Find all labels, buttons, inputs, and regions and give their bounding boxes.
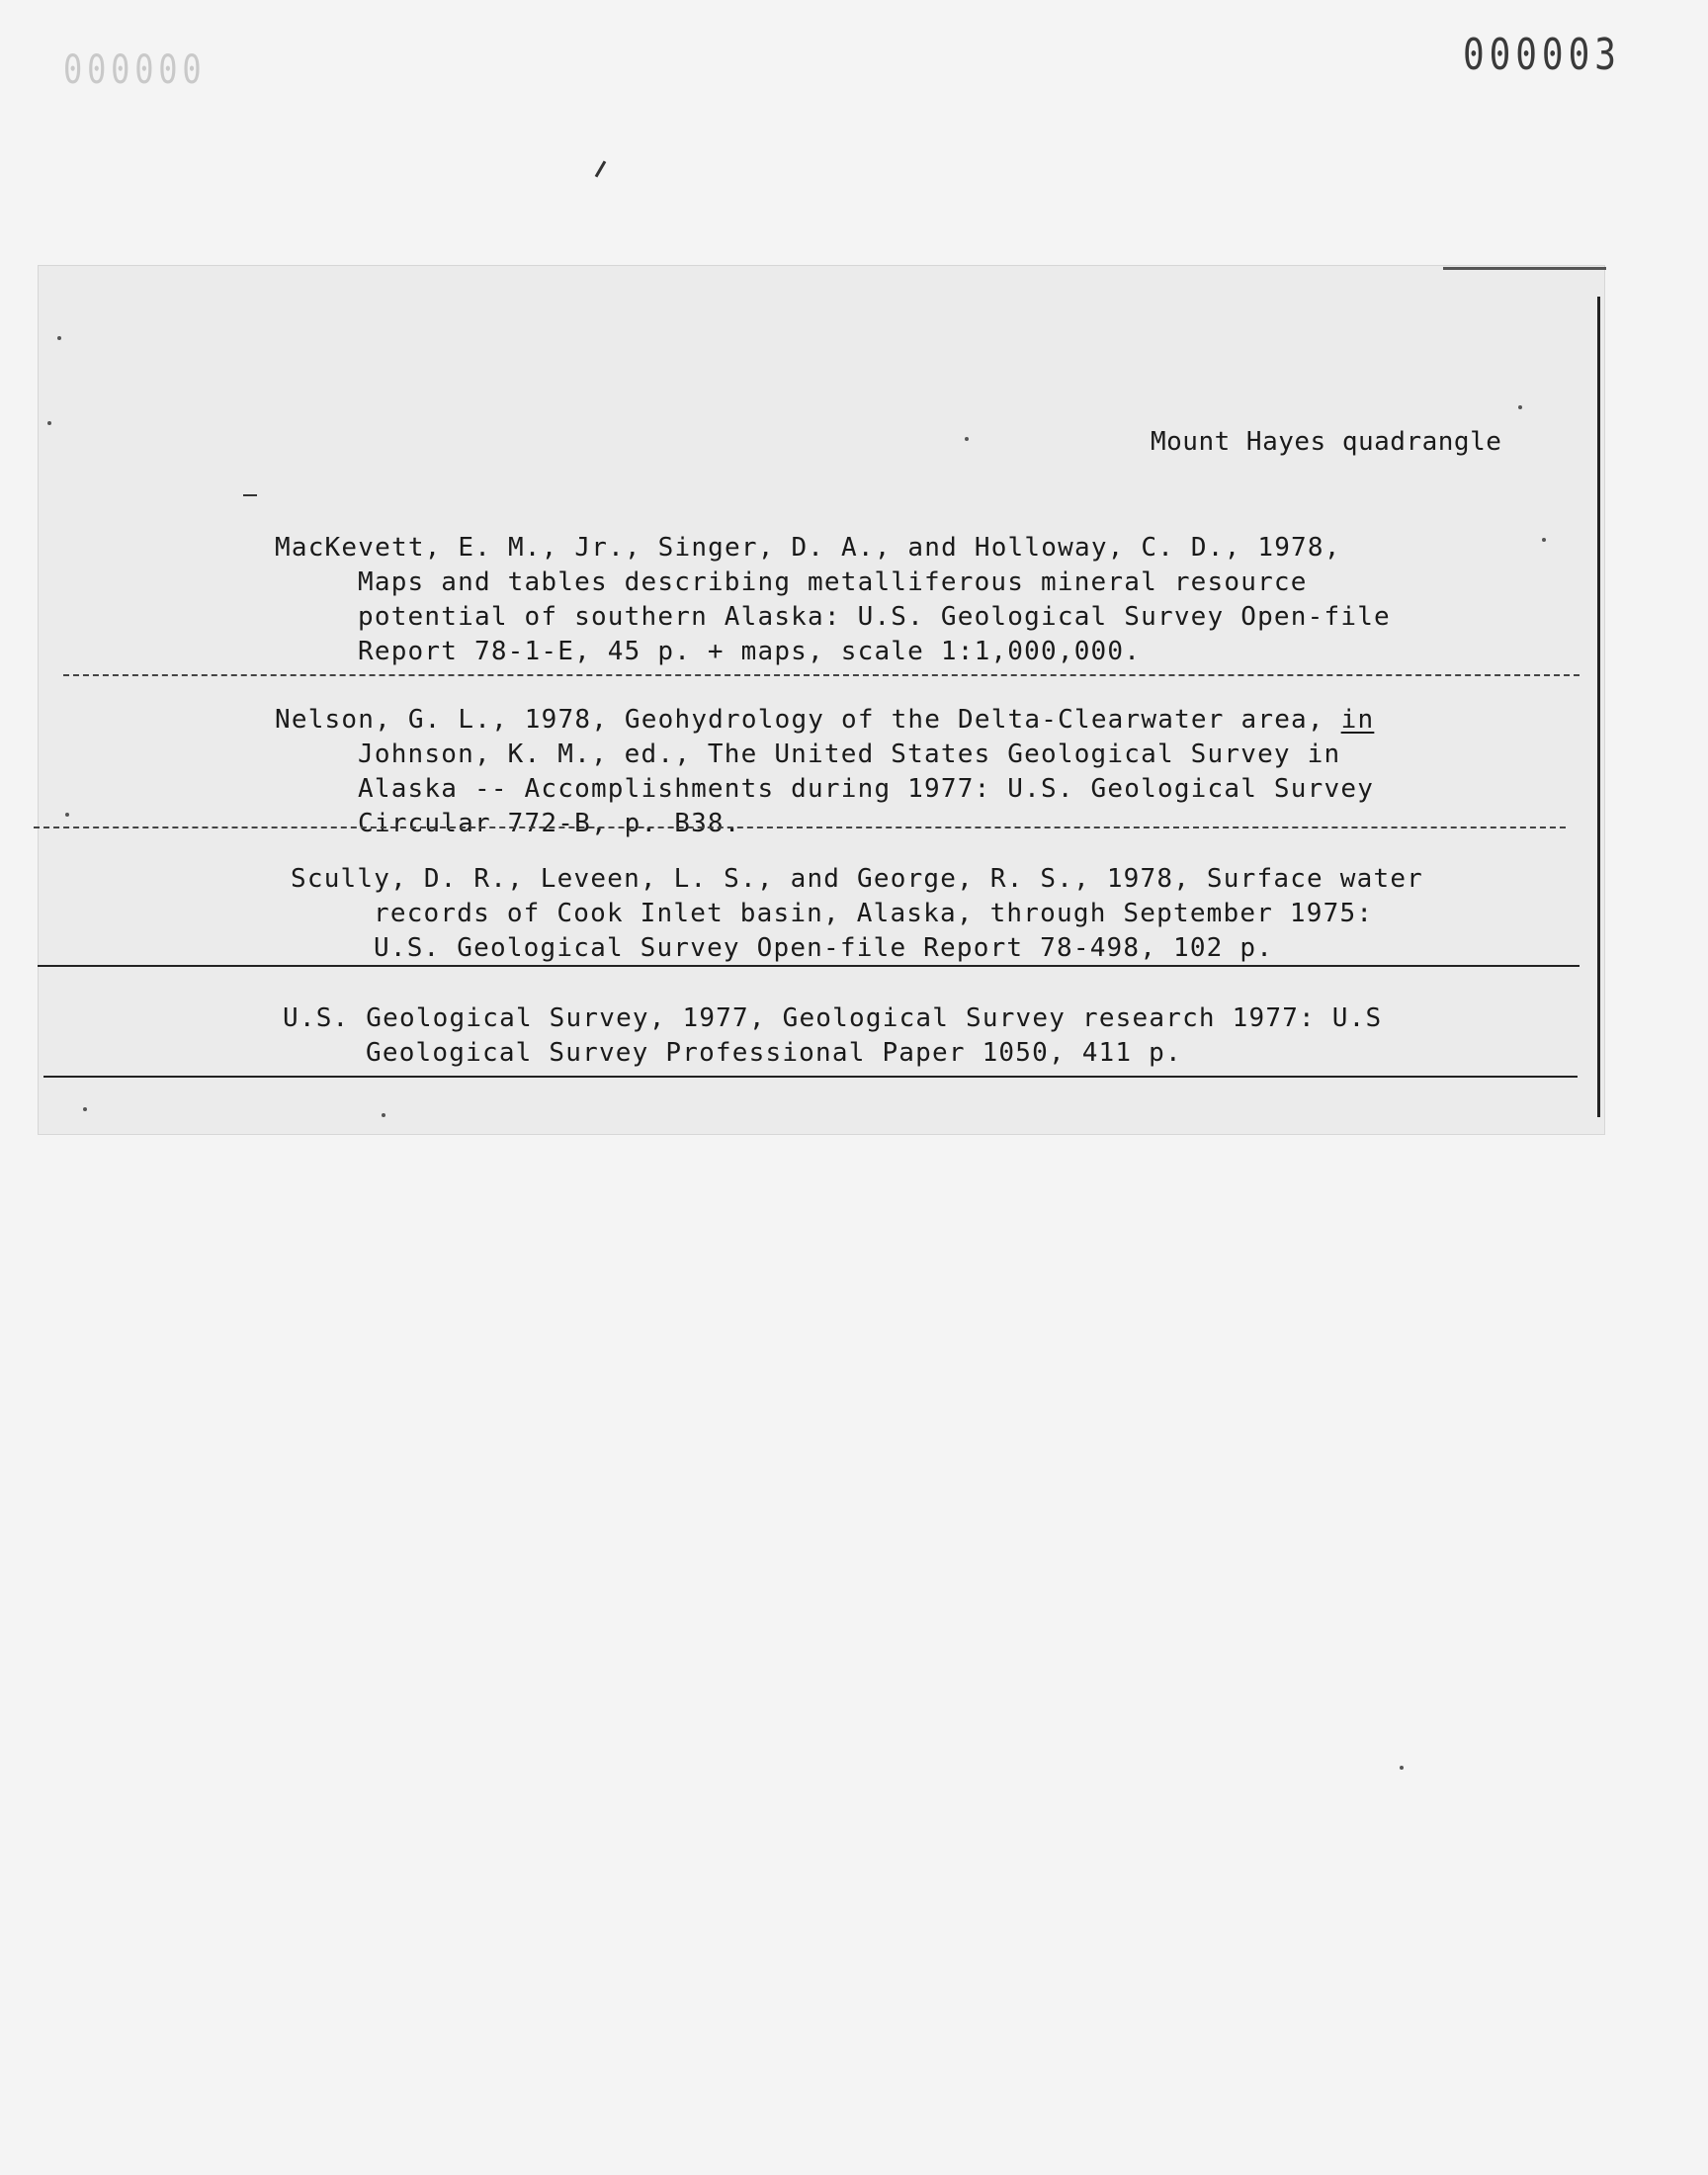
reference-line: records of Cook Inlet basin, Alaska, through September 1975: xyxy=(374,899,1374,928)
reference-line: U.S. Geological Survey, 1977, Geological Survey research 1977: U.S xyxy=(283,1003,1383,1033)
reference-text: Nelson, G. L., 1978, Geohydrology of the Delta-Clearwater area, xyxy=(275,705,1341,735)
reference-line: Johnson, K. M., ed., The United States Geological Survey in xyxy=(358,740,1341,769)
divider-rule xyxy=(63,674,1580,676)
stray-dash xyxy=(243,494,257,496)
reference-line: Scully, D. R., Leveen, L. S., and George, R. S., 1978, Surface water xyxy=(291,864,1424,894)
speck xyxy=(1518,405,1522,409)
speck xyxy=(965,437,969,441)
reference-line: U.S. Geological Survey Open-file Report 78-498, 102 p. xyxy=(374,933,1274,963)
reference-line xyxy=(275,703,1374,738)
reference-entry-scully xyxy=(291,862,1423,966)
reference-entry-mackevett xyxy=(275,531,1391,669)
speck xyxy=(47,421,51,425)
ghost-page-number: 000000 xyxy=(63,47,207,93)
in-underlined: in xyxy=(1340,705,1375,735)
slip-right-edge xyxy=(1597,297,1600,1117)
speck xyxy=(1542,538,1546,542)
slip-top-edge-mark xyxy=(1443,267,1606,270)
speck xyxy=(83,1107,87,1111)
speck xyxy=(65,813,69,817)
quadrangle-heading: Mount Hayes quadrangle xyxy=(1151,427,1502,457)
speck xyxy=(1400,1766,1404,1770)
reference-line: Circular 772-B, p. B38. xyxy=(358,809,741,838)
reference-entry-nelson xyxy=(275,703,1374,841)
reference-line: Alaska -- Accomplishments during 1977: U.S. Geological Survey xyxy=(358,774,1375,804)
reference-line: MacKevett, E. M., Jr., Singer, D. A., and Holloway, C. D., 1978, xyxy=(275,533,1341,563)
speck xyxy=(382,1113,385,1117)
reference-line: Maps and tables describing metalliferous mineral resource xyxy=(358,567,1308,597)
reference-line: potential of southern Alaska: U.S. Geological Survey Open-file xyxy=(358,602,1391,632)
speck xyxy=(57,336,61,340)
divider-rule xyxy=(38,965,1580,967)
reference-line: Geological Survey Professional Paper 1050, 411 p. xyxy=(366,1038,1182,1068)
reference-entry-usgs xyxy=(283,1001,1382,1071)
divider-rule xyxy=(43,1076,1578,1078)
reference-line: Report 78-1-E, 45 p. + maps, scale 1:1,000,000. xyxy=(358,637,1142,666)
stray-pen-mark xyxy=(595,160,607,177)
divider-rule xyxy=(34,826,1566,828)
page-number: 000003 xyxy=(1463,30,1621,80)
